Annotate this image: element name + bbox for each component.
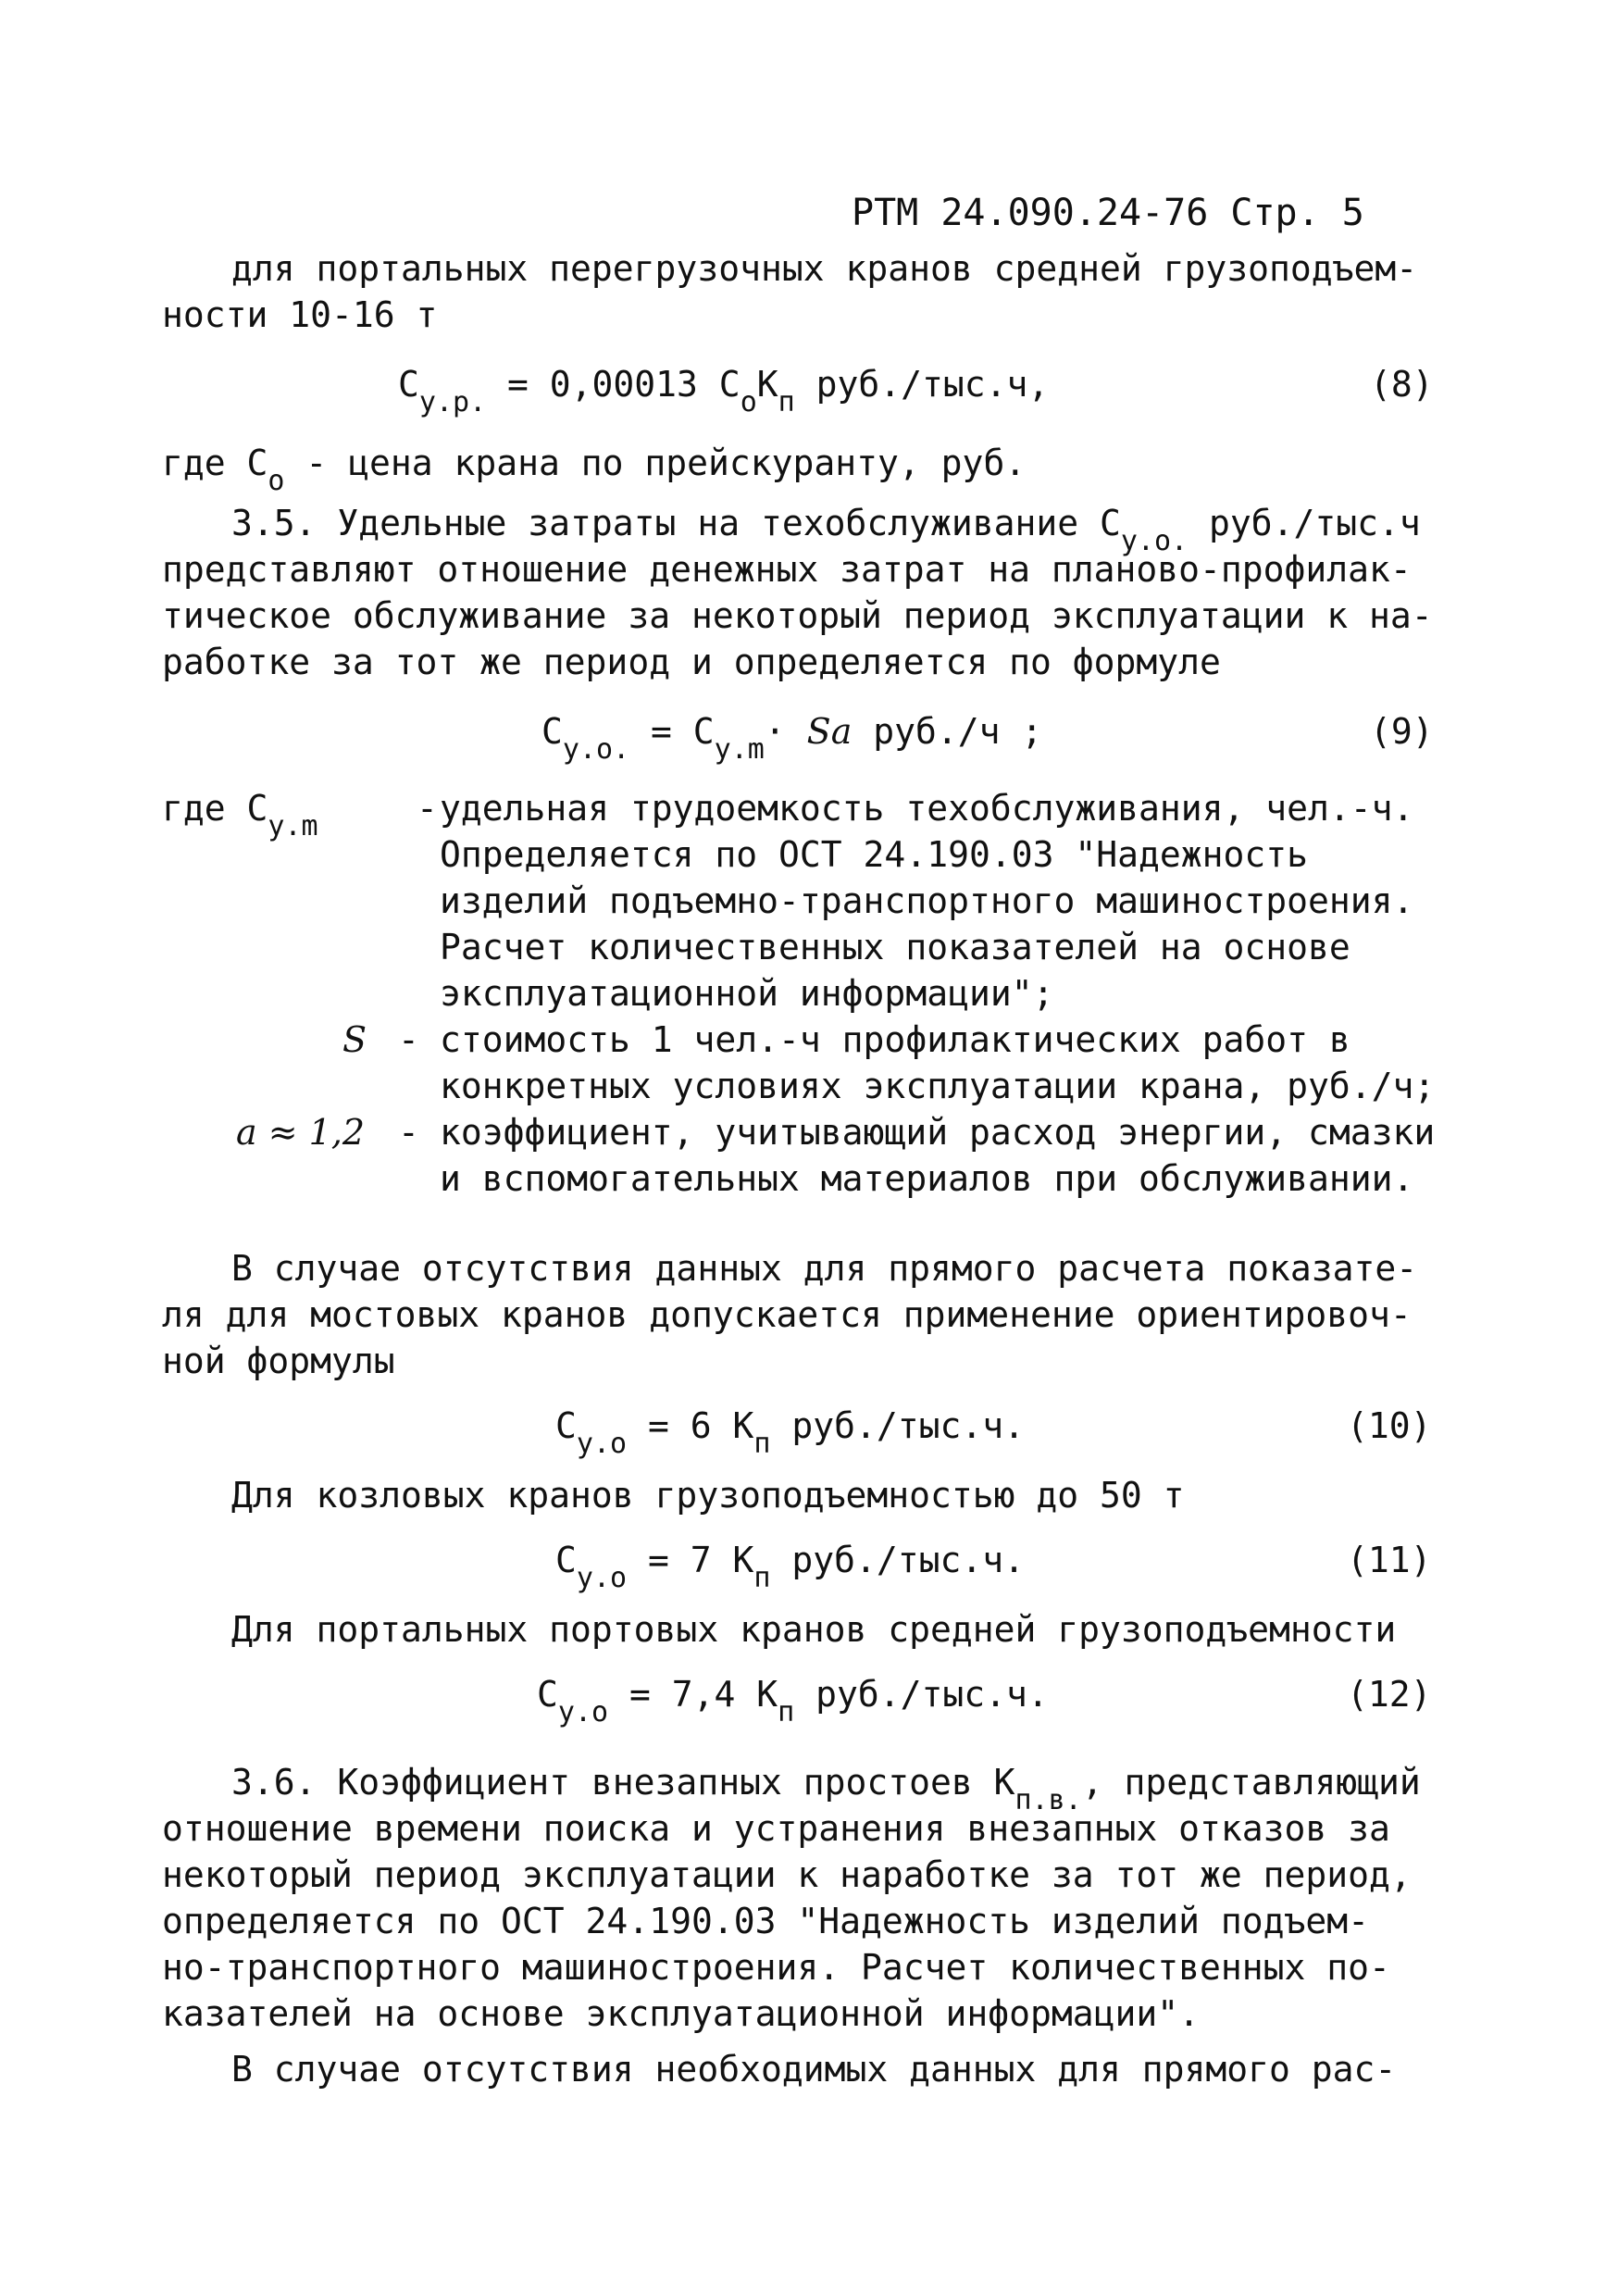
intro-line-2: ности 10-16 т — [162, 294, 438, 335]
eq8-sub-o: о — [740, 386, 757, 418]
def-a-dash: - — [398, 1112, 419, 1153]
bridge-line-1: В случае отсутствия данных для прямого расчета показате- — [231, 1248, 1418, 1289]
def-s-line-1: стоимость 1 чел.-ч профилактических работ в — [440, 1019, 1350, 1060]
def-a-symbol: a ≈ 1,2 — [236, 1112, 366, 1153]
def-a-line-1: коэффициент, учитывающий расход энергии, смазки — [440, 1112, 1436, 1153]
eq11-lhs-sub: у.о — [576, 1562, 628, 1594]
eq10-lhs: С — [555, 1405, 577, 1446]
eq12-mid: = 7,4 К — [629, 1674, 778, 1715]
p36-line-1-sub: п.в. — [1014, 1784, 1082, 1816]
def-s-symbol: S — [342, 1019, 367, 1060]
eq10-mid: = 6 К — [647, 1405, 754, 1446]
eq12-lhs: С — [537, 1674, 558, 1715]
eq9-lhs-sub: у.о. — [562, 733, 630, 766]
eq11-sub: п — [753, 1562, 771, 1594]
p35-line-1-text: 3.5. Удельные затраты на техобслуживание С — [231, 503, 1121, 543]
gantry-line: Для козловых кранов грузоподъемностью до 50 т — [231, 1475, 1185, 1516]
p36-line-6: казателей на основе эксплуатационной информации". — [162, 1993, 1201, 2034]
eq11-mid: = 7 К — [647, 1540, 754, 1580]
p36-line-1-text: 3.6. Коэффициент внезапных простоев К — [231, 1762, 1015, 1803]
equation-10-number: (10) — [1347, 1405, 1432, 1446]
where-c0 — [162, 440, 1027, 497]
equation-11 — [555, 1537, 1025, 1594]
p35-line-1 — [231, 500, 1421, 557]
equation-8 — [398, 361, 1050, 418]
equation-12-number: (12) — [1347, 1674, 1432, 1715]
def-c-line-1: удельная трудоемкость техобслуживания, чел.-ч. — [440, 788, 1414, 829]
equation-10 — [555, 1403, 1025, 1460]
p36-line-3: некоторый период эксплуатации к наработке за тот же период, — [162, 1854, 1412, 1895]
eq9-rhs: руб./ч ; — [873, 711, 1043, 752]
def-s-dash: - — [398, 1019, 419, 1060]
eq9-mid-sub: у.m — [714, 733, 765, 766]
def-a-line-2: и вспомогательных материалов при обслуживании. — [440, 1158, 1414, 1199]
equation-9-number: (9) — [1370, 711, 1434, 752]
def-c-sub: у.m — [268, 810, 318, 842]
def-s-line-2: конкретных условиях эксплуатации крана, руб./ч; — [440, 1066, 1436, 1106]
intro-line-1: для портальных перегрузочных кранов средней грузоподъем- — [231, 248, 1418, 289]
eq9-a: a — [830, 711, 853, 752]
eq9-mid: = С — [651, 711, 715, 752]
eq8-rhs: руб./тыс.ч, — [815, 364, 1050, 405]
page-header: РТМ 24.090.24-76 Стр. 5 — [852, 192, 1364, 234]
equation-12 — [537, 1671, 1049, 1728]
def-c-dash: - — [417, 788, 438, 829]
where-c0-text: - цена крана по прейскуранту, руб. — [305, 443, 1027, 483]
bridge-line-2: ля для мостовых кранов допускается применение ориентировоч- — [162, 1294, 1412, 1335]
eq11-lhs: С — [555, 1540, 577, 1580]
p36-line-5: но-транспортного машиностроения. Расчет количественных по- — [162, 1947, 1390, 1988]
eq9-lhs: С — [541, 711, 563, 752]
p36-line-2: отношение времени поиска и устранения внезапных отказов за — [162, 1808, 1390, 1849]
eq12-rhs: руб./тыс.ч. — [815, 1674, 1049, 1715]
last-line: В случае отсутствия необходимых данных для прямого рас- — [231, 2049, 1397, 2090]
p35-line-2: представляют отношение денежных затрат на планово-профилак- — [162, 549, 1412, 590]
eq11-rhs: руб./тыс.ч. — [791, 1540, 1025, 1580]
eq10-sub: п — [753, 1428, 771, 1460]
eq8-mid1: = 0,00013 С — [507, 364, 741, 405]
p36-line-1 — [231, 1759, 1421, 1816]
def-c-line-3: изделий подъемно-транспортного машиностроения. — [440, 880, 1414, 921]
eq8-lhs-sub: у.р. — [418, 386, 487, 418]
def-c-line-4: Расчет количественных показателей на основе — [440, 927, 1350, 967]
eq10-lhs-sub: у.о — [576, 1428, 628, 1460]
equation-11-number: (11) — [1347, 1540, 1432, 1580]
eq12-sub: п — [778, 1696, 795, 1728]
portal-line: Для портальных портовых кранов средней грузоподъемности — [231, 1609, 1397, 1650]
eq8-sub-p: п — [778, 386, 795, 418]
where-c0-sub: о — [268, 465, 285, 497]
p35-line-1-tail: руб./тыс.ч — [1209, 503, 1421, 543]
eq8-lhs: С — [398, 364, 419, 405]
p36-line-4: определяется по ОСТ 24.190.03 "Надежность изделий подъем- — [162, 1901, 1370, 1941]
bridge-line-3: ной формулы — [162, 1341, 395, 1381]
equation-8-number: (8) — [1370, 364, 1434, 405]
p35-line-4: работке за тот же период и определяется по формуле — [162, 642, 1221, 682]
p35-line-1-sub: у.о. — [1120, 525, 1189, 557]
eq8-mid2: К — [756, 364, 778, 405]
eq10-rhs: руб./тыс.ч. — [791, 1405, 1025, 1446]
def-c-line-5: эксплуатационной информации"; — [440, 973, 1054, 1014]
p36-line-1-tail: , представляющий — [1081, 1762, 1421, 1803]
eq12-lhs-sub: у.о — [557, 1696, 609, 1728]
def-c-line-2: Определяется по ОСТ 24.190.03 "Надежность — [440, 834, 1308, 875]
def-c-symbol — [162, 785, 318, 842]
p35-line-3: тическое обслуживание за некоторый период эксплуатации к на- — [162, 595, 1433, 636]
eq9-s: S — [806, 711, 831, 752]
def-c-prefix: где С — [162, 788, 268, 829]
where-c0-prefix: где С — [162, 443, 268, 483]
eq9-dot: · — [764, 711, 786, 752]
equation-9 — [541, 708, 1043, 766]
